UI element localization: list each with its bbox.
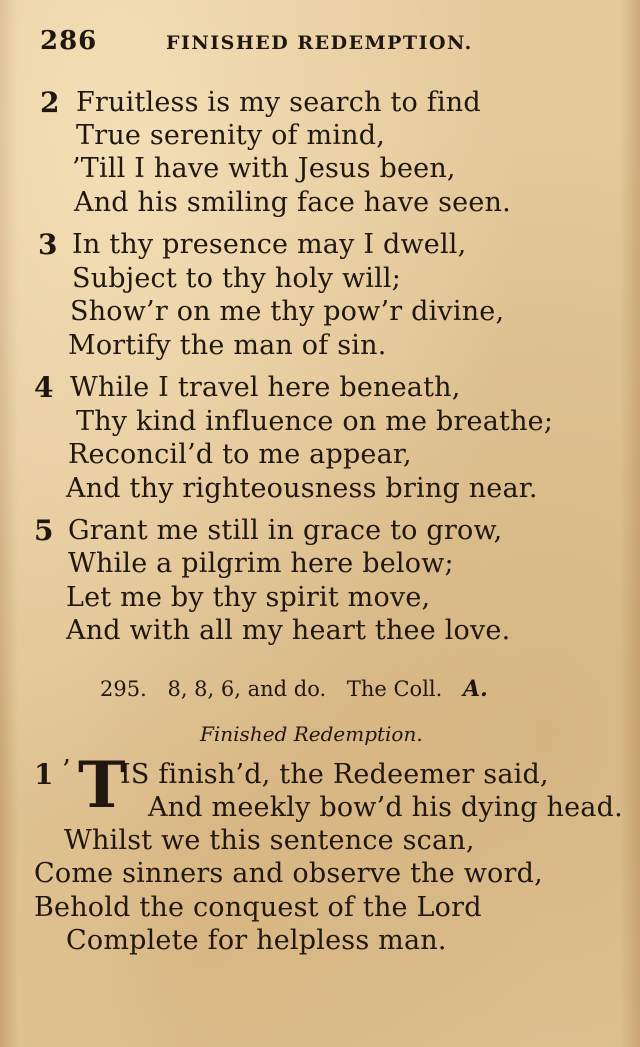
tune-mark: A. <box>463 676 488 702</box>
verse-line: Reconcil’d to me appear, <box>68 439 412 470</box>
verse-line: While I travel here beneath, <box>70 372 461 403</box>
hymn-number: 295. <box>100 677 147 701</box>
hymn-meter: 8, 8, 6, and do. <box>167 677 327 701</box>
verse-line: Come sinners and observe the word, <box>34 858 543 889</box>
verse-line: True serenity of mind, <box>76 120 386 151</box>
verse-line: Show’r on me thy pow’r divine, <box>70 296 505 327</box>
verse-line: And with all my heart thee love. <box>66 615 511 646</box>
stanza-number: 5 <box>34 514 54 547</box>
verse-line: Complete for helpless man. <box>66 925 447 956</box>
drop-cap: T <box>78 748 126 823</box>
verse-line: Subject to thy holy will; <box>72 263 402 294</box>
verse-line: Fruitless is my search to find <box>76 87 481 118</box>
stanza-number: 1 <box>34 758 54 791</box>
verse-line: In thy presence may I dwell, <box>72 229 467 260</box>
verse-line: IS finish’d, the Redeemer said, <box>120 759 549 790</box>
verse-line: Behold the conquest of the Lord <box>34 892 482 923</box>
verse-line: And thy righteousness bring near. <box>66 473 538 504</box>
hymn-source: The Coll. <box>346 677 443 701</box>
verse-line: Mortify the man of sin. <box>68 330 387 361</box>
verse-line: Grant me still in grace to grow, <box>68 515 503 546</box>
stanza-number: 3 <box>38 228 58 261</box>
hymn-meter-line <box>100 676 488 702</box>
verse-line: Let me by thy spirit move, <box>66 582 431 613</box>
verse-line: And meekly bow’d his dying head. <box>148 792 623 823</box>
running-head <box>40 26 600 60</box>
verse-line: Thy kind influence on me breathe; <box>76 406 554 437</box>
verse-line: And his smiling face have seen. <box>74 187 511 218</box>
stanza-number: 2 <box>40 86 60 119</box>
verse-line: While a pilgrim here below; <box>68 548 454 579</box>
verse-line: Whilst we this sentence scan, <box>64 825 475 856</box>
apostrophe: ’ <box>62 755 71 786</box>
hymn-title: Finished Redemption. <box>200 722 423 746</box>
page-number: 286 <box>40 26 98 56</box>
running-title: FINISHED REDEMPTION. <box>166 32 473 54</box>
stanza-number: 4 <box>34 371 54 404</box>
verse-line: ’Till I have with Jesus been, <box>72 153 456 184</box>
